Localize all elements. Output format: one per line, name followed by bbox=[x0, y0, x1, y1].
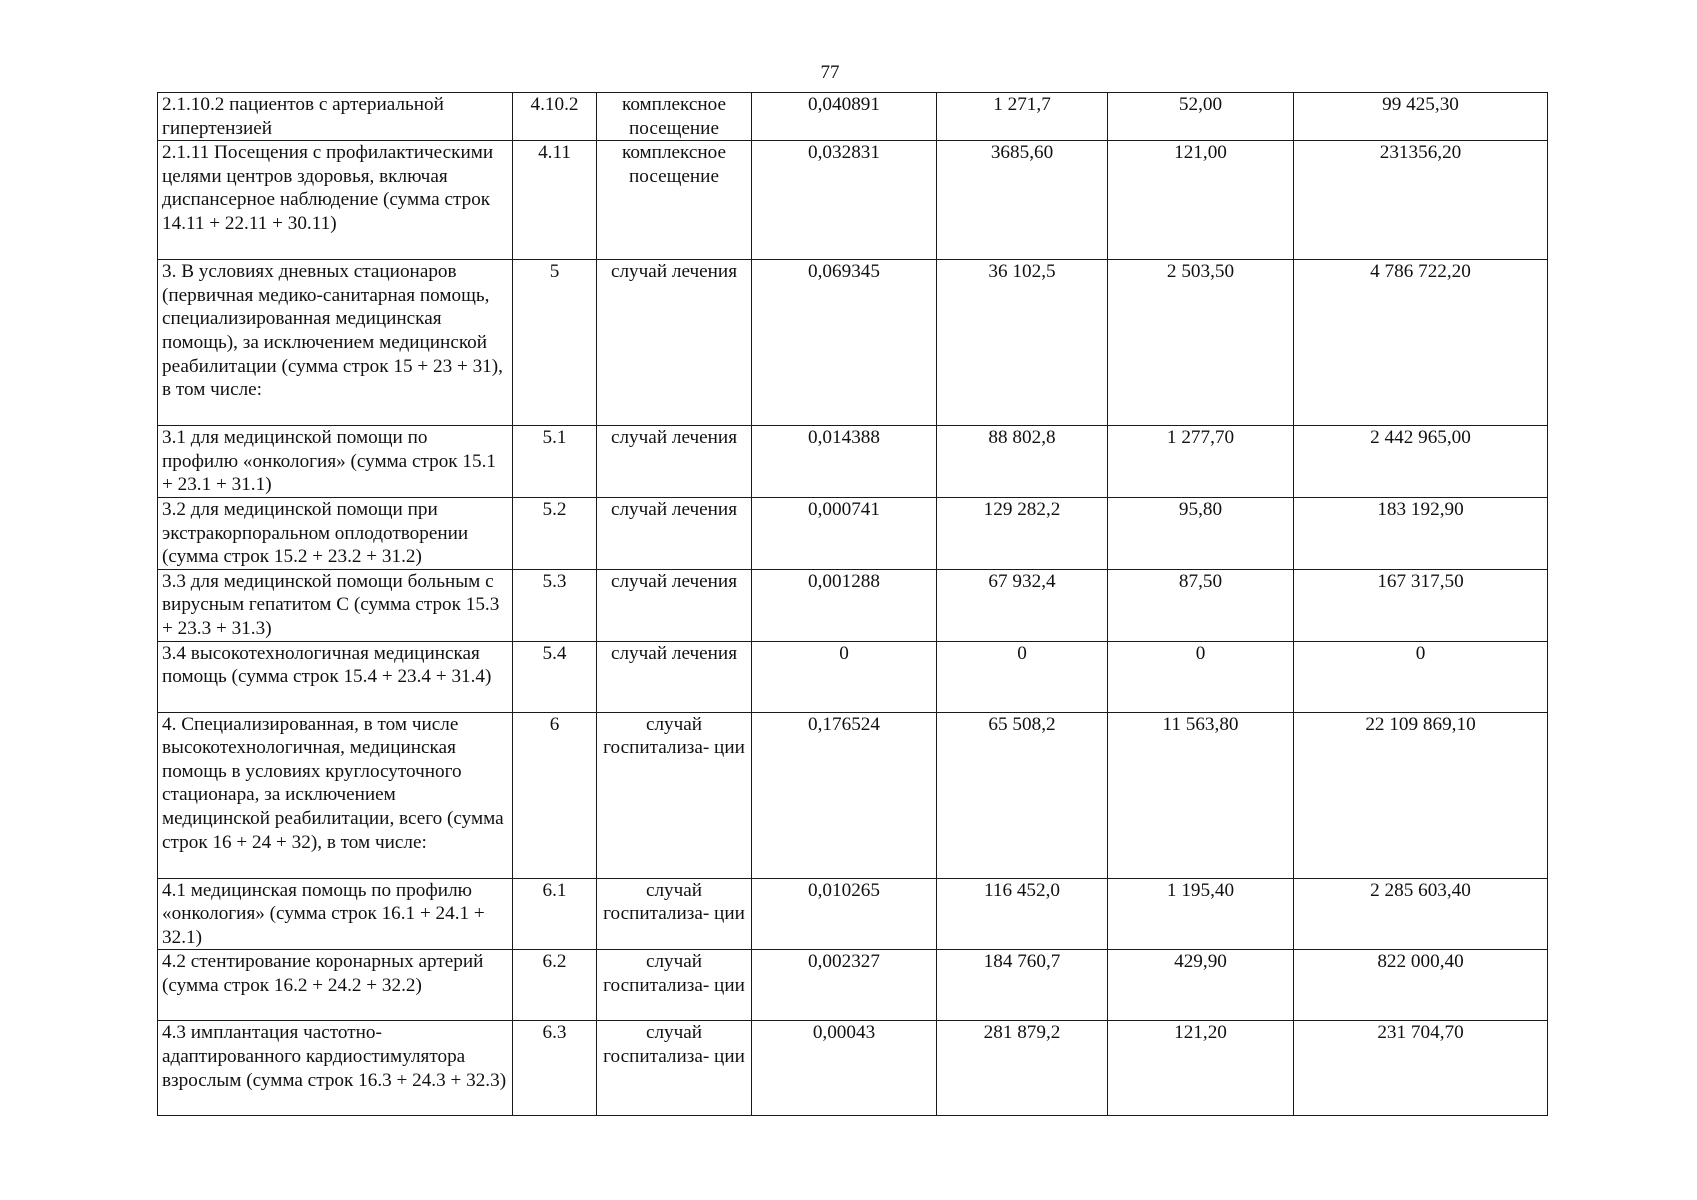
row-cost-cell: 88 802,8 bbox=[937, 426, 1108, 498]
table-row bbox=[158, 426, 1548, 498]
row-cost-cell: 1 271,7 bbox=[937, 93, 1108, 141]
row-name-cell: 4.1 медицинская помощь по профилю «онкология» (сумма строк 16.1 + 24.1 + 32.1) bbox=[158, 878, 513, 950]
row-norm-cell: 0,069345 bbox=[752, 260, 937, 426]
table-row bbox=[158, 93, 1548, 141]
row-unit-cell: случай лечения bbox=[597, 426, 752, 498]
row-total-cell: 231356,20 bbox=[1294, 141, 1548, 260]
row-unit-cell: случай госпитализа- ции bbox=[597, 950, 752, 1021]
row-unit-cell: случай госпитализа- ции bbox=[597, 1021, 752, 1116]
row-per-capita-cell: 95,80 bbox=[1108, 497, 1294, 569]
row-cost-cell: 0 bbox=[937, 641, 1108, 712]
table-row bbox=[158, 260, 1548, 426]
row-name-cell: 4.2 стентирование коронарных артерий (сумма строк 16.2 + 24.2 + 32.2) bbox=[158, 950, 513, 1021]
row-cost-cell: 281 879,2 bbox=[937, 1021, 1108, 1116]
table-row bbox=[158, 141, 1548, 260]
table-row bbox=[158, 712, 1548, 878]
row-unit-cell: случай госпитализа- ции bbox=[597, 712, 752, 878]
row-total-cell: 167 317,50 bbox=[1294, 569, 1548, 641]
row-per-capita-cell: 11 563,80 bbox=[1108, 712, 1294, 878]
row-per-capita-cell: 52,00 bbox=[1108, 93, 1294, 141]
row-name-cell: 4. Специализированная, в том числе высокотехнологичная, медицинская помощь в условиях круглосуточного стационара, за исключением медицинской реабилитации, всего (сумма строк 16 + 24 + 32), в том числе: bbox=[158, 712, 513, 878]
row-name-cell: 3. В условиях дневных стационаров (первичная медико-санитарная помощь, специализированная медицинская помощь), за исключением медицинской реабилитации (сумма строк 15 + 23 + 31), в том числе: bbox=[158, 260, 513, 426]
row-per-capita-cell: 429,90 bbox=[1108, 950, 1294, 1021]
row-unit-cell: случай лечения bbox=[597, 497, 752, 569]
row-per-capita-cell: 0 bbox=[1108, 641, 1294, 712]
row-total-cell: 822 000,40 bbox=[1294, 950, 1548, 1021]
row-unit-cell: случай госпитализа- ции bbox=[597, 878, 752, 950]
table-row bbox=[158, 569, 1548, 641]
row-unit-cell: случай лечения bbox=[597, 569, 752, 641]
table-row bbox=[158, 1021, 1548, 1116]
row-unit-cell: случай лечения bbox=[597, 260, 752, 426]
row-name-cell: 3.4 высокотехнологичная медицинская помощь (сумма строк 15.4 + 23.4 + 31.4) bbox=[158, 641, 513, 712]
row-per-capita-cell: 2 503,50 bbox=[1108, 260, 1294, 426]
row-norm-cell: 0,014388 bbox=[752, 426, 937, 498]
row-per-capita-cell: 1 195,40 bbox=[1108, 878, 1294, 950]
row-name-cell: 3.3 для медицинской помощи больным с вирусным гепатитом С (сумма строк 15.3 + 23.3 + 31.3) bbox=[158, 569, 513, 641]
row-per-capita-cell: 121,20 bbox=[1108, 1021, 1294, 1116]
row-number-cell: 5.4 bbox=[513, 641, 597, 712]
row-number-cell: 4.11 bbox=[513, 141, 597, 260]
row-unit-cell: комплексное посещение bbox=[597, 93, 752, 141]
row-norm-cell: 0 bbox=[752, 641, 937, 712]
row-number-cell: 6.1 bbox=[513, 878, 597, 950]
row-per-capita-cell: 121,00 bbox=[1108, 141, 1294, 260]
row-name-cell: 2.1.11 Посещения с профилактическими целями центров здоровья, включая диспансерное наблюдение (сумма строк 14.11 + 22.11 + 30.11) bbox=[158, 141, 513, 260]
row-total-cell: 2 285 603,40 bbox=[1294, 878, 1548, 950]
table-row bbox=[158, 497, 1548, 569]
row-total-cell: 0 bbox=[1294, 641, 1548, 712]
row-total-cell: 183 192,90 bbox=[1294, 497, 1548, 569]
row-norm-cell: 0,001288 bbox=[752, 569, 937, 641]
row-norm-cell: 0,040891 bbox=[752, 93, 937, 141]
row-cost-cell: 129 282,2 bbox=[937, 497, 1108, 569]
row-norm-cell: 0,002327 bbox=[752, 950, 937, 1021]
row-name-cell: 4.3 имплантация частотно-адаптированного кардиостимулятора взрослым (сумма строк 16.3 + 24.3 + 32.3) bbox=[158, 1021, 513, 1116]
row-name-cell: 2.1.10.2 пациентов с артериальной гипертензией bbox=[158, 93, 513, 141]
row-number-cell: 6.3 bbox=[513, 1021, 597, 1116]
row-total-cell: 231 704,70 bbox=[1294, 1021, 1548, 1116]
row-total-cell: 22 109 869,10 bbox=[1294, 712, 1548, 878]
row-cost-cell: 67 932,4 bbox=[937, 569, 1108, 641]
row-number-cell: 6.2 bbox=[513, 950, 597, 1021]
row-per-capita-cell: 87,50 bbox=[1108, 569, 1294, 641]
page-number: 77 bbox=[820, 62, 840, 83]
row-norm-cell: 0,032831 bbox=[752, 141, 937, 260]
row-unit-cell: случай лечения bbox=[597, 641, 752, 712]
row-number-cell: 6 bbox=[513, 712, 597, 878]
row-cost-cell: 116 452,0 bbox=[937, 878, 1108, 950]
table-row bbox=[158, 641, 1548, 712]
row-total-cell: 2 442 965,00 bbox=[1294, 426, 1548, 498]
row-norm-cell: 0,00043 bbox=[752, 1021, 937, 1116]
standards-table bbox=[157, 92, 1548, 1116]
row-number-cell: 5.2 bbox=[513, 497, 597, 569]
row-total-cell: 4 786 722,20 bbox=[1294, 260, 1548, 426]
row-number-cell: 5.1 bbox=[513, 426, 597, 498]
row-norm-cell: 0,176524 bbox=[752, 712, 937, 878]
row-norm-cell: 0,010265 bbox=[752, 878, 937, 950]
row-cost-cell: 184 760,7 bbox=[937, 950, 1108, 1021]
row-total-cell: 99 425,30 bbox=[1294, 93, 1548, 141]
table-row bbox=[158, 950, 1548, 1021]
row-number-cell: 5 bbox=[513, 260, 597, 426]
row-number-cell: 5.3 bbox=[513, 569, 597, 641]
row-name-cell: 3.1 для медицинской помощи по профилю «онкология» (сумма строк 15.1 + 23.1 + 31.1) bbox=[158, 426, 513, 498]
row-cost-cell: 3685,60 bbox=[937, 141, 1108, 260]
row-number-cell: 4.10.2 bbox=[513, 93, 597, 141]
row-cost-cell: 36 102,5 bbox=[937, 260, 1108, 426]
row-per-capita-cell: 1 277,70 bbox=[1108, 426, 1294, 498]
row-name-cell: 3.2 для медицинской помощи при экстракорпоральном оплодотворении (сумма строк 15.2 + 23.2 + 31.2) bbox=[158, 497, 513, 569]
row-unit-cell: комплексное посещение bbox=[597, 141, 752, 260]
row-cost-cell: 65 508,2 bbox=[937, 712, 1108, 878]
table-row bbox=[158, 878, 1548, 950]
row-norm-cell: 0,000741 bbox=[752, 497, 937, 569]
